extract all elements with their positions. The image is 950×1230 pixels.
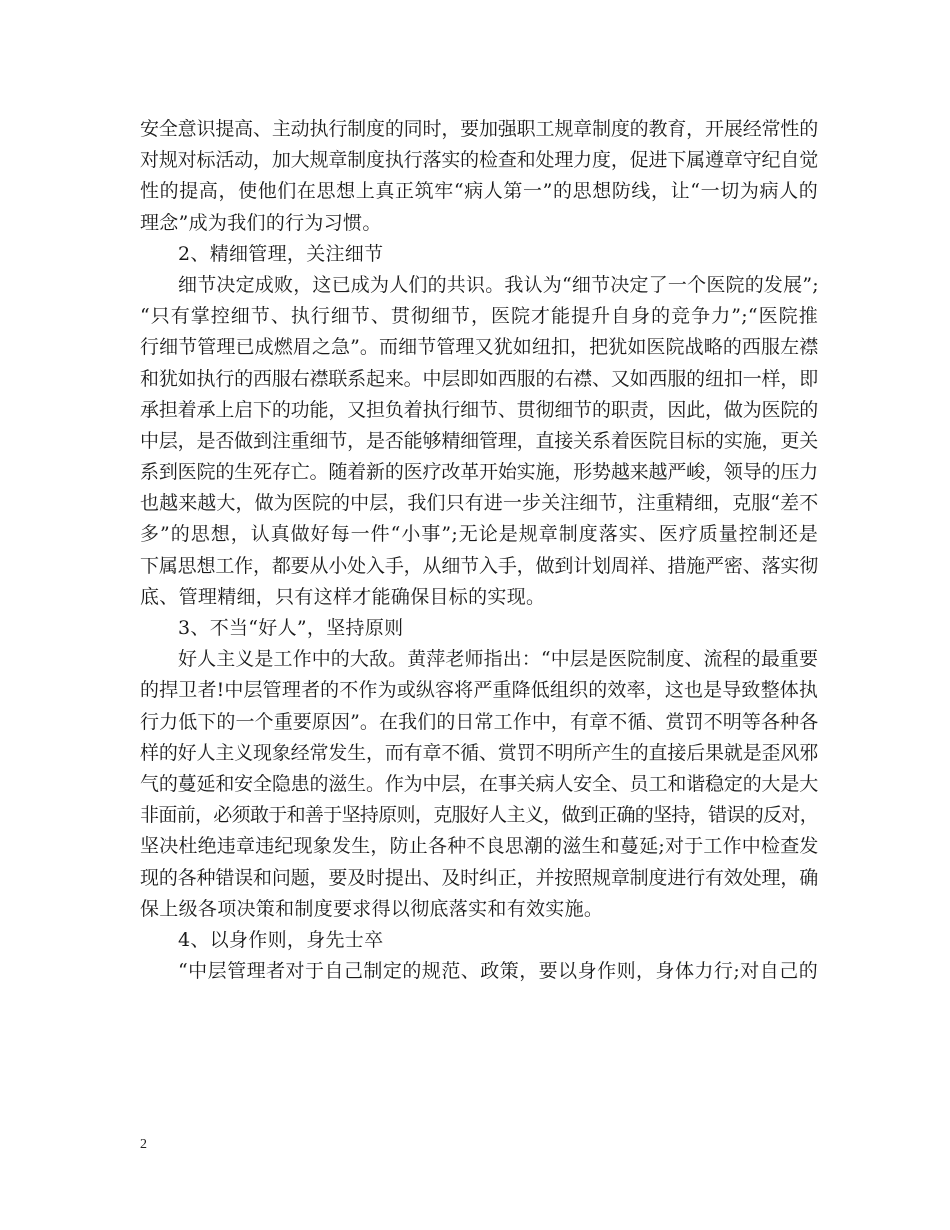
text-line: 行细节管理已成燃眉之急”。而细节管理又犹如纽扣，把犹如医院战略的西服左襟 — [140, 336, 819, 359]
text-line: 多”的思想，认真做好每一件“小事”;无论是规章制度落实、医疗质量控制还是 — [140, 523, 818, 546]
text-line: 好人主义是工作中的大敌。黄萍老师指出：“中层是医院制度、流程的最重要 — [178, 648, 819, 671]
text-line: 系到医院的生死存亡。随着新的医疗改革开始实施，形势越来越严峻，领导的压力 — [140, 461, 818, 484]
text-line: “只有掌控细节、执行细节、贯彻细节，医院才能提升自身的竞争力”;“医院推 — [140, 305, 818, 328]
page-number: 2 — [140, 1137, 147, 1152]
text-line: 对规对标活动，加大规章制度执行落实的检查和处理力度，促进下属遵章守纪自觉 — [140, 149, 818, 172]
text-line: 现的各种错误和问题，要及时提出、及时纠正，并按照规章制度进行有效处理，确 — [140, 866, 818, 889]
text-line: 非面前，必须敢于和善于坚持原则，克服好人主义，做到正确的坚持，错误的反对， — [140, 804, 818, 827]
text-line: 承担着承上启下的功能，又担负着执行细节、贯彻细节的职责，因此，做为医院的 — [140, 398, 818, 421]
section-heading: 2、精细管理，关注细节 — [178, 242, 384, 265]
text-line: 底、管理精细，只有这样才能确保目标的实现。 — [140, 585, 546, 608]
text-line: 也越来越大，做为医院的中层，我们只有进一步关注细节，注重精细，克服“差不 — [140, 492, 819, 515]
text-line: 气的蔓延和安全隐患的滋生。作为中层，在事关病人安全、员工和谐稳定的大是大 — [140, 772, 818, 795]
text-line: 下属思想工作，都要从小处入手，从细节入手，做到计划周祥、措施严密、落实彻 — [140, 554, 818, 577]
text-line: 的捍卫者!中层管理者的不作为或纵容将严重降低组织的效率，这也是导致整体执 — [140, 679, 818, 702]
section-heading: 4、以身作则，身先士卒 — [178, 928, 384, 951]
section-heading: 3、不当“好人”，坚持原则 — [178, 617, 404, 639]
text-line: 坚决杜绝违章违纪现象发生，防止各种不良思潮的滋生和蔓延;对于工作中检查发 — [140, 835, 819, 858]
text-line: 细节决定成败，这已成为人们的共识。我认为“细节决定了一个医院的发展”; — [178, 273, 819, 296]
text-line: 理念”成为我们的行为习惯。 — [140, 211, 382, 234]
text-line: 中层，是否做到注重细节，是否能够精细管理，直接关系着医院目标的实施，更关 — [140, 429, 818, 452]
text-line: 样的好人主义现象经常发生，而有章不循、赏罚不明所产生的直接后果就是歪风邪 — [140, 741, 818, 764]
text-line: “中层管理者对于自己制定的规范、政策，要以身作则，身体力行;对自己的 — [178, 960, 818, 983]
text-line: 保上级各项决策和制度要求得以彻底落实和有效实施。 — [140, 897, 604, 920]
text-line: 行力低下的一个重要原因”。在我们的日常工作中，有章不循、赏罚不明等各种各 — [140, 710, 819, 733]
text-line: 和犹如执行的西服右襟联系起来。中层即如西服的右襟、又如西服的纽扣一样，即 — [140, 367, 818, 390]
text-line: 性的提高，使他们在思想上真正筑牢“病人第一”的思想防线，让“一切为病人的 — [140, 180, 818, 203]
document-body — [140, 114, 818, 987]
text-line: 安全意识提高、主动执行制度的同时，要加强职工规章制度的教育，开展经常性的 — [140, 118, 818, 140]
